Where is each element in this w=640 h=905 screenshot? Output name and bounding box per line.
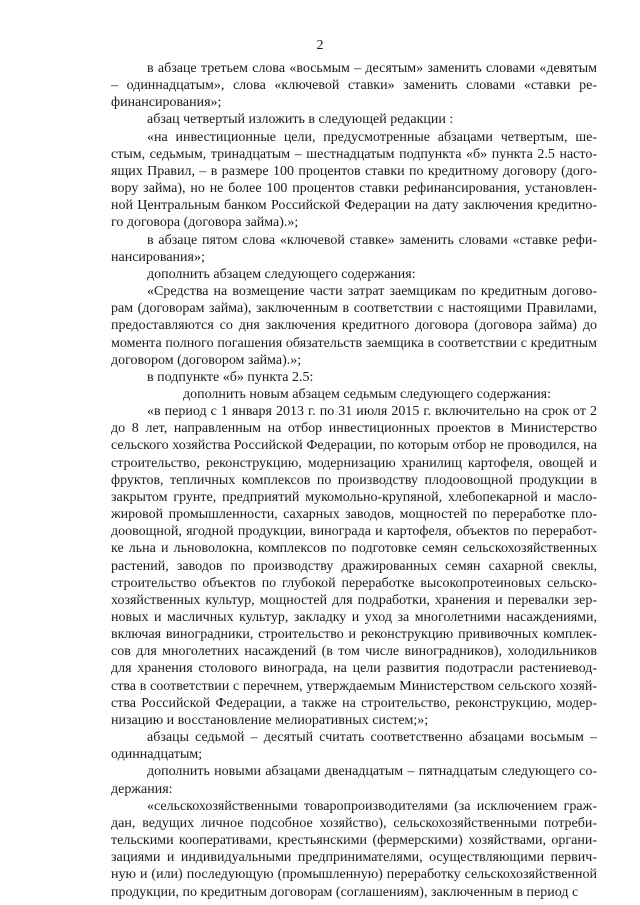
paragraph: «в период с 1 января 2013 г. по 31 июля 2015 г. включительно на срок от 2 до 8 лет, направленным на отбор инвестиционных проектов в Министерство сельского хозяйства Российской Федерации, по которым отбор не проводился, на строительство, реконструкцию, модернизацию хранилищ картофеля, овощей и фруктов, тепличных комплексов по производству плодоовощной продукции в закрытом грунте, предприятий мукомольно-крупяной, хлебопекарной и масложировой промышленности, сахарных заводов, мощностей по переработке плодоовощной, ягодной продукции, винограда и картофеля, объектов по переработке льна и льноволокна, комплексов по подготовке семян сельскохозяйственных растений, заводов по производству дражированных семян сахарной свеклы, строительство объектов по глубокой переработке высокопротеиновых сельскохозяйственных культур, мощностей для подработки, хранения и перевалки зерновых и масличных культур, закладку и уход за многолетними насаждениями, включая виноградники, строительство и реконструкцию прививочных комплексов для многолетних насаждений (в том числе виноградников), холодильников для хранения столового винограда, на цели развития подотрасли растениеводства в соответствии с перечнем, утверждаемым Министерством сельского хозяйства Российской Федерации, а также на строительство, реконструкцию, модернизацию и восстановление мелиоративных систем;»; — [111, 404, 597, 728]
paragraph: дополнить новым абзацем седьмым следующего содержания: — [183, 386, 552, 402]
paragraph: дополнить новыми абзацами двенадцатым – пятнадцатым следующего содержания: — [111, 764, 597, 797]
page-number: 2 — [316, 38, 324, 53]
paragraph: «Средства на возмещение части затрат заемщикам по кредитным договорам (договорам займа), заключенным в соответствии с настоящими Правилами, предоставляются со дня заключения кредитного договора (договора займа) до момента полного погашения обязательств заемщика в соответствии с кредитным договором (договором займа).»; — [111, 284, 597, 368]
paragraph: дополнить абзацем следующего содержания: — [147, 266, 416, 282]
document-body — [111, 60, 597, 901]
paragraph: «сельскохозяйственными товаропроизводителями (за исключением граждан, ведущих личное подсобное хозяйство), сельскохозяйственными потребительскими кооперативами, крестьянскими (фермерскими) хозяйствами, организациями и индивидуальными предпринимателями, осуществляющими первичную и (или) последующую (промышленную) переработку сельскохозяйственной продукции, по кредитным договорам (соглашениям), заключенным в период с — [111, 798, 597, 900]
paragraph: в абзаце третьем слова «восьмым – десятым» заменить словами «девятым – одиннадцатым», слова «ключевой ставки» заменить словами «ставки рефинансирования»; — [111, 61, 597, 111]
paragraph: «на инвестиционные цели, предусмотренные абзацами четвертым, шестым, седьмым, тринадцатым – шестнадцатым подпункта «б» пункта 2.5 настоящих Правил, – в размере 100 процентов ставки по кредитному договору (договору займа), но не более 100 процентов ставки рефинансирования, установленной Центральным банком Российской Федерации на дату заключения кредитного договора (договора займа).»; — [111, 129, 597, 231]
paragraph: абзац четвертый изложить в следующей редакции : — [147, 112, 454, 128]
paragraph: абзацы седьмой – десятый считать соответственно абзацами восьмым – одиннадцатым; — [111, 730, 597, 763]
paragraph: в подпункте «б» пункта 2.5: — [147, 369, 314, 385]
paragraph: в абзаце пятом слова «ключевой ставке» заменить словами «ставке рефинансирования»; — [111, 232, 597, 265]
